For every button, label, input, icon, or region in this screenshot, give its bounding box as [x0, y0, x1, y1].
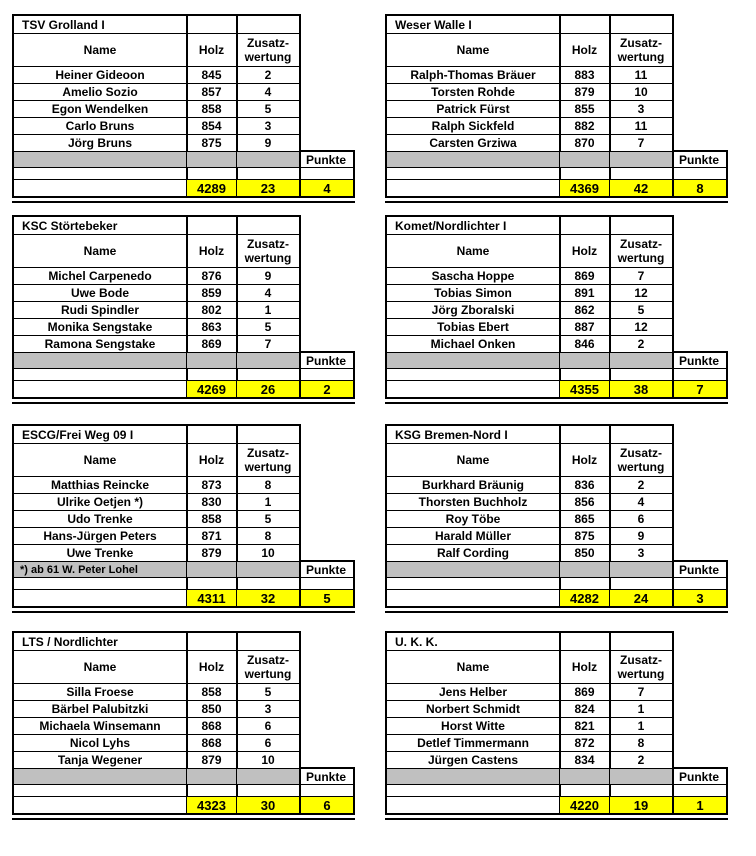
header-zusatz-line1: Zusatz-: [247, 237, 289, 251]
player-zusatz: 5: [237, 511, 301, 528]
player-zusatz: 6: [237, 735, 301, 752]
player-holz: 870: [560, 135, 611, 152]
player-holz: 879: [187, 752, 238, 769]
player-name: Jörg Zboralski: [385, 302, 561, 319]
player-name: Amelio Sozio: [12, 84, 188, 101]
player-holz: 821: [560, 718, 611, 735]
header-holz: Holz: [560, 234, 611, 268]
gray-zusatz: [610, 768, 674, 785]
header-zusatz-line2: wertung: [617, 50, 665, 64]
spacer-name: [385, 784, 561, 796]
spacer-punkte: [672, 167, 728, 179]
player-zusatz: 3: [610, 101, 674, 118]
title-holz-blank: [187, 215, 238, 235]
player-name: Silla Froese: [12, 684, 188, 701]
player-holz: 846: [560, 336, 611, 353]
bottom-rule: [12, 818, 355, 820]
bottom-rule: [385, 402, 728, 404]
header-holz: Holz: [560, 650, 611, 684]
spacer-zusatz: [610, 577, 674, 589]
header-holz: Holz: [187, 650, 238, 684]
player-name: Carlo Bruns: [12, 118, 188, 135]
gray-zusatz: [610, 561, 674, 578]
player-name: Harald Müller: [385, 528, 561, 545]
player-holz: 858: [187, 101, 238, 118]
player-holz: 882: [560, 118, 611, 135]
player-zusatz: 2: [237, 67, 301, 84]
player-holz: 859: [187, 285, 238, 302]
player-holz: 856: [560, 494, 611, 511]
total-punkte: 4: [299, 179, 355, 198]
header-zusatz-line2: wertung: [244, 460, 292, 474]
header-zusatz-line1: Zusatz-: [247, 653, 289, 667]
spacer-holz: [560, 577, 611, 589]
player-holz: 872: [560, 735, 611, 752]
player-name: Monika Sengstake: [12, 319, 188, 336]
header-zusatz-line1: Zusatz-: [620, 36, 662, 50]
title-holz-blank: [187, 14, 238, 34]
spacer-punkte: [299, 577, 355, 589]
player-zusatz: 5: [237, 101, 301, 118]
spacer-holz: [187, 368, 238, 380]
player-name: Patrick Fürst: [385, 101, 561, 118]
gray-holz: [187, 352, 238, 369]
player-name: Ulrike Oetjen *): [12, 494, 188, 511]
player-holz: 868: [187, 718, 238, 735]
spacer-punkte: [299, 784, 355, 796]
bottom-rule: [12, 402, 355, 404]
player-zusatz: 1: [237, 302, 301, 319]
total-zusatz: 19: [610, 796, 674, 815]
player-holz: 834: [560, 752, 611, 769]
player-name: Udo Trenke: [12, 511, 188, 528]
title-zusatz-blank: [237, 631, 301, 651]
title-holz-blank: [187, 631, 238, 651]
player-name: Uwe Bode: [12, 285, 188, 302]
team-name: Komet/Nordlichter I: [385, 215, 561, 235]
team-name: KSC Störtebeker: [12, 215, 188, 235]
player-name: Burkhard Bräunig: [385, 477, 561, 494]
gray-holz: [187, 151, 238, 168]
header-zusatzwertung: [237, 443, 301, 477]
total-blank: [12, 796, 188, 815]
player-holz: 865: [560, 511, 611, 528]
player-name: Tobias Ebert: [385, 319, 561, 336]
player-zusatz: 12: [610, 319, 674, 336]
player-name: Horst Witte: [385, 718, 561, 735]
punkte-label: Punkte: [299, 767, 355, 785]
total-punkte: 7: [672, 380, 728, 399]
header-zusatz-line1: Zusatz-: [620, 653, 662, 667]
header-name: Name: [385, 443, 561, 477]
total-blank: [12, 179, 188, 198]
player-name: Roy Töbe: [385, 511, 561, 528]
player-holz: 830: [187, 494, 238, 511]
player-zusatz: 4: [237, 84, 301, 101]
title-zusatz-blank: [610, 215, 674, 235]
gray-zusatz: [610, 352, 674, 369]
player-zusatz: 2: [610, 752, 674, 769]
gray-zusatz: [237, 352, 301, 369]
spacer-zusatz: [610, 368, 674, 380]
team-name: LTS / Nordlichter: [12, 631, 188, 651]
spacer-name: [12, 577, 188, 589]
player-zusatz: 7: [610, 268, 674, 285]
total-holz: 4269: [187, 380, 238, 399]
spacer-zusatz: [610, 784, 674, 796]
player-name: Michel Carpenedo: [12, 268, 188, 285]
player-zusatz: 7: [237, 336, 301, 353]
header-zusatz-line2: wertung: [617, 667, 665, 681]
spacer-zusatz: [610, 167, 674, 179]
note-cell: [12, 151, 188, 168]
player-name: Heiner Gideoon: [12, 67, 188, 84]
player-zusatz: 12: [610, 285, 674, 302]
spacer-name: [385, 577, 561, 589]
punkte-label: Punkte: [672, 767, 728, 785]
gray-holz: [187, 561, 238, 578]
player-zusatz: 8: [610, 735, 674, 752]
team-name: ESCG/Frei Weg 09 I: [12, 424, 188, 444]
player-name: Nicol Lyhs: [12, 735, 188, 752]
player-name: Matthias Reincke: [12, 477, 188, 494]
player-zusatz: 11: [610, 67, 674, 84]
player-holz: 836: [560, 477, 611, 494]
total-blank: [385, 380, 561, 399]
bottom-rule: [385, 201, 728, 203]
player-holz: 876: [187, 268, 238, 285]
gray-holz: [560, 768, 611, 785]
player-name: Ralf Cording: [385, 545, 561, 562]
player-holz: 802: [187, 302, 238, 319]
spacer-zusatz: [237, 577, 301, 589]
team-name: TSV Grolland I: [12, 14, 188, 34]
punkte-label: Punkte: [672, 150, 728, 168]
spacer-name: [385, 368, 561, 380]
player-name: Jens Helber: [385, 684, 561, 701]
player-name: Uwe Trenke: [12, 545, 188, 562]
bottom-rule: [385, 818, 728, 820]
team-name: KSG Bremen-Nord I: [385, 424, 561, 444]
title-zusatz-blank: [610, 14, 674, 34]
player-name: Detlef Timmermann: [385, 735, 561, 752]
header-holz: Holz: [560, 443, 611, 477]
total-blank: [12, 380, 188, 399]
player-zusatz: 7: [610, 684, 674, 701]
header-name: Name: [385, 234, 561, 268]
gray-zusatz: [237, 151, 301, 168]
player-holz: 854: [187, 118, 238, 135]
header-holz: Holz: [560, 33, 611, 67]
total-blank: [385, 589, 561, 608]
header-holz: Holz: [187, 443, 238, 477]
gray-zusatz: [237, 561, 301, 578]
total-holz: 4369: [560, 179, 611, 198]
header-zusatz-line1: Zusatz-: [247, 446, 289, 460]
title-zusatz-blank: [610, 424, 674, 444]
header-zusatz-line2: wertung: [244, 50, 292, 64]
header-zusatzwertung: [610, 443, 674, 477]
player-holz: 845: [187, 67, 238, 84]
player-name: Ralph-Thomas Bräuer: [385, 67, 561, 84]
title-zusatz-blank: [237, 424, 301, 444]
player-zusatz: 3: [610, 545, 674, 562]
gray-holz: [187, 768, 238, 785]
header-zusatzwertung: [610, 650, 674, 684]
gray-holz: [560, 352, 611, 369]
player-holz: 850: [560, 545, 611, 562]
total-zusatz: 23: [237, 179, 301, 198]
player-zusatz: 8: [237, 528, 301, 545]
player-holz: 858: [187, 684, 238, 701]
title-zusatz-blank: [237, 14, 301, 34]
player-name: Jörg Bruns: [12, 135, 188, 152]
team-name: U. K. K.: [385, 631, 561, 651]
total-punkte: 5: [299, 589, 355, 608]
spacer-name: [12, 784, 188, 796]
gray-zusatz: [610, 151, 674, 168]
header-zusatzwertung: [237, 234, 301, 268]
player-zusatz: 4: [610, 494, 674, 511]
player-name: Sascha Hoppe: [385, 268, 561, 285]
header-name: Name: [385, 33, 561, 67]
player-name: Tanja Wegener: [12, 752, 188, 769]
total-zusatz: 32: [237, 589, 301, 608]
player-zusatz: 2: [610, 477, 674, 494]
player-holz: 873: [187, 477, 238, 494]
spacer-holz: [187, 167, 238, 179]
total-zusatz: 38: [610, 380, 674, 399]
spacer-punkte: [672, 577, 728, 589]
punkte-label: Punkte: [299, 150, 355, 168]
player-zusatz: 1: [610, 701, 674, 718]
header-zusatz-line1: Zusatz-: [620, 446, 662, 460]
note-cell: [385, 768, 561, 785]
player-zusatz: 5: [610, 302, 674, 319]
header-holz: Holz: [187, 33, 238, 67]
note-cell: [385, 561, 561, 578]
spacer-holz: [560, 368, 611, 380]
header-name: Name: [12, 234, 188, 268]
player-zusatz: 1: [610, 718, 674, 735]
player-zusatz: 3: [237, 701, 301, 718]
player-zusatz: 4: [237, 285, 301, 302]
player-name: Michaela Winsemann: [12, 718, 188, 735]
player-zusatz: 10: [237, 752, 301, 769]
player-zusatz: 6: [610, 511, 674, 528]
total-holz: 4323: [187, 796, 238, 815]
player-holz: 871: [187, 528, 238, 545]
player-name: Ramona Sengstake: [12, 336, 188, 353]
player-holz: 869: [560, 684, 611, 701]
bottom-rule: [385, 611, 728, 613]
total-punkte: 3: [672, 589, 728, 608]
player-holz: 879: [560, 84, 611, 101]
total-blank: [385, 179, 561, 198]
player-name: Egon Wendelken: [12, 101, 188, 118]
header-zusatz-line1: Zusatz-: [620, 237, 662, 251]
player-holz: 887: [560, 319, 611, 336]
header-name: Name: [385, 650, 561, 684]
header-zusatz-line2: wertung: [244, 251, 292, 265]
bottom-rule: [12, 201, 355, 203]
total-blank: [12, 589, 188, 608]
spacer-name: [385, 167, 561, 179]
player-holz: 855: [560, 101, 611, 118]
total-zusatz: 42: [610, 179, 674, 198]
title-holz-blank: [560, 215, 611, 235]
total-holz: 4289: [187, 179, 238, 198]
spacer-zusatz: [237, 167, 301, 179]
player-holz: 875: [560, 528, 611, 545]
player-name: Michael Onken: [385, 336, 561, 353]
note-cell: [385, 151, 561, 168]
note-cell: *) ab 61 W. Peter Lohel: [12, 561, 188, 578]
spacer-holz: [560, 784, 611, 796]
player-holz: 857: [187, 84, 238, 101]
spacer-name: [12, 368, 188, 380]
title-holz-blank: [560, 14, 611, 34]
team-name: Weser Walle I: [385, 14, 561, 34]
header-zusatzwertung: [610, 33, 674, 67]
player-name: Tobias Simon: [385, 285, 561, 302]
player-holz: 862: [560, 302, 611, 319]
player-name: Ralph Sickfeld: [385, 118, 561, 135]
player-holz: 875: [187, 135, 238, 152]
player-zusatz: 6: [237, 718, 301, 735]
note-cell: [12, 352, 188, 369]
player-name: Torsten Rohde: [385, 84, 561, 101]
total-holz: 4311: [187, 589, 238, 608]
gray-zusatz: [237, 768, 301, 785]
total-zusatz: 30: [237, 796, 301, 815]
player-holz: 850: [187, 701, 238, 718]
spacer-holz: [187, 784, 238, 796]
player-zusatz: 5: [237, 319, 301, 336]
player-zusatz: 9: [237, 135, 301, 152]
bottom-rule: [12, 611, 355, 613]
total-punkte: 8: [672, 179, 728, 198]
player-holz: 824: [560, 701, 611, 718]
spacer-punkte: [299, 368, 355, 380]
header-zusatz-line1: Zusatz-: [247, 36, 289, 50]
player-holz: 863: [187, 319, 238, 336]
gray-holz: [560, 151, 611, 168]
player-zusatz: 9: [237, 268, 301, 285]
header-zusatzwertung: [237, 650, 301, 684]
spacer-holz: [560, 167, 611, 179]
spacer-zusatz: [237, 368, 301, 380]
player-holz: 891: [560, 285, 611, 302]
punkte-label: Punkte: [299, 560, 355, 578]
total-holz: 4220: [560, 796, 611, 815]
player-holz: 868: [187, 735, 238, 752]
player-name: Jürgen Castens: [385, 752, 561, 769]
header-zusatz-line2: wertung: [617, 460, 665, 474]
player-name: Thorsten Buchholz: [385, 494, 561, 511]
player-name: Norbert Schmidt: [385, 701, 561, 718]
title-holz-blank: [560, 424, 611, 444]
total-zusatz: 24: [610, 589, 674, 608]
player-name: Bärbel Palubitzki: [12, 701, 188, 718]
player-name: Hans-Jürgen Peters: [12, 528, 188, 545]
player-zusatz: 1: [237, 494, 301, 511]
player-zusatz: 8: [237, 477, 301, 494]
player-zusatz: 9: [610, 528, 674, 545]
total-holz: 4355: [560, 380, 611, 399]
player-zusatz: 5: [237, 684, 301, 701]
spacer-punkte: [672, 368, 728, 380]
header-name: Name: [12, 443, 188, 477]
total-punkte: 2: [299, 380, 355, 399]
header-zusatzwertung: [610, 234, 674, 268]
punkte-label: Punkte: [672, 560, 728, 578]
spacer-zusatz: [237, 784, 301, 796]
player-zusatz: 7: [610, 135, 674, 152]
total-blank: [385, 796, 561, 815]
total-zusatz: 26: [237, 380, 301, 399]
title-zusatz-blank: [237, 215, 301, 235]
spacer-punkte: [299, 167, 355, 179]
spacer-holz: [187, 577, 238, 589]
player-name: Rudi Spindler: [12, 302, 188, 319]
player-zusatz: 10: [237, 545, 301, 562]
player-zusatz: 2: [610, 336, 674, 353]
header-zusatz-line2: wertung: [244, 667, 292, 681]
title-zusatz-blank: [610, 631, 674, 651]
player-holz: 879: [187, 545, 238, 562]
header-name: Name: [12, 650, 188, 684]
header-zusatz-line2: wertung: [617, 251, 665, 265]
header-name: Name: [12, 33, 188, 67]
title-holz-blank: [187, 424, 238, 444]
header-holz: Holz: [187, 234, 238, 268]
total-punkte: 6: [299, 796, 355, 815]
header-zusatzwertung: [237, 33, 301, 67]
total-punkte: 1: [672, 796, 728, 815]
player-holz: 883: [560, 67, 611, 84]
punkte-label: Punkte: [299, 351, 355, 369]
player-holz: 869: [560, 268, 611, 285]
player-holz: 858: [187, 511, 238, 528]
spacer-name: [12, 167, 188, 179]
player-holz: 869: [187, 336, 238, 353]
player-zusatz: 3: [237, 118, 301, 135]
spacer-punkte: [672, 784, 728, 796]
player-zusatz: 11: [610, 118, 674, 135]
note-cell: [12, 768, 188, 785]
punkte-label: Punkte: [672, 351, 728, 369]
player-name: Carsten Grziwa: [385, 135, 561, 152]
note-cell: [385, 352, 561, 369]
total-holz: 4282: [560, 589, 611, 608]
title-holz-blank: [560, 631, 611, 651]
gray-holz: [560, 561, 611, 578]
player-zusatz: 10: [610, 84, 674, 101]
